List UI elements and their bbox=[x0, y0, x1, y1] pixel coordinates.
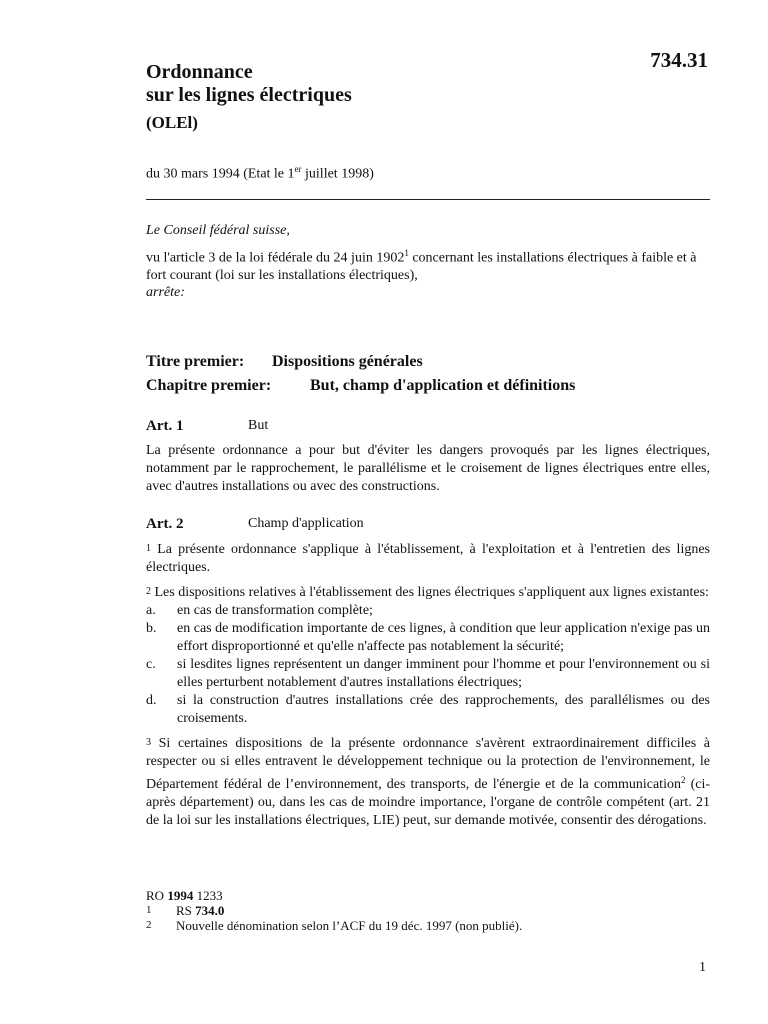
chapitre-text: But, champ d'application et définitions bbox=[310, 377, 576, 394]
chapitre-heading bbox=[146, 374, 575, 398]
footnote-2-text: Nouvelle dénomination selon l’ACF du 19 déc. 1997 (non publié). bbox=[176, 918, 523, 933]
footnote-2-mark: 2 bbox=[146, 919, 152, 931]
list-text: en cas de transformation complète; bbox=[177, 603, 373, 618]
list-text: si lesdites lignes représentent un danger imminent pour l'homme et pour l'environnement ou si elles perturbent notablement d'autres installations électriques; bbox=[177, 657, 710, 690]
article-2-number: Art. 2 bbox=[146, 516, 184, 532]
footnote-1-prefix: RS bbox=[176, 903, 196, 918]
titre-label: Titre premier: bbox=[146, 353, 245, 370]
preamble bbox=[146, 222, 710, 301]
list-item bbox=[146, 602, 710, 620]
footnote-1-mark: 1 bbox=[146, 904, 152, 916]
preamble-vu-part1: vu l'article 3 de la loi fédérale du 24 juin 1902 bbox=[146, 250, 405, 266]
horizontal-rule bbox=[146, 199, 710, 200]
article-1-number: Art. 1 bbox=[146, 418, 184, 434]
alinea-3-number: 3 bbox=[146, 737, 151, 748]
alinea-1-number: 1 bbox=[146, 543, 151, 554]
alinea-1-text: La présente ordonnance s'applique à l'établissement, à l'exploitation et à l'entretien des lignes électriques. bbox=[146, 542, 710, 575]
article-1-heading bbox=[146, 417, 710, 435]
ro-reference bbox=[146, 888, 522, 903]
title-line-1: Ordonnance bbox=[146, 61, 253, 83]
list-item bbox=[146, 620, 710, 656]
article-2-heading bbox=[146, 515, 710, 533]
article-2 bbox=[146, 515, 710, 830]
list-letter: c. bbox=[146, 657, 156, 672]
page-number: 1 bbox=[699, 960, 706, 975]
footnotes bbox=[146, 888, 522, 933]
footnote-ref-2[interactable]: 2 bbox=[680, 775, 686, 785]
footnote-2 bbox=[146, 918, 522, 933]
alinea-3-text-part1: Si certaines dispositions de la présente ordonnance s'avèrent extraordinairement difficiles à respecter ou si elles entravent le développement technique ou la protection de l'environnement, le Département fédéral de l’environnement, des transports, de l'énergie et de la communication bbox=[146, 736, 710, 792]
list-item bbox=[146, 656, 710, 692]
article-1 bbox=[146, 417, 710, 496]
article-2-alinea-2 bbox=[146, 583, 710, 602]
preamble-vu-part2: concernant les installations électriques à faible et à fort courant (loi sur les installations électriques), bbox=[146, 250, 697, 283]
article-2-alinea-1 bbox=[146, 540, 710, 577]
title-line-2: sur les lignes électriques bbox=[146, 84, 352, 106]
alinea-2-number: 2 bbox=[146, 586, 151, 597]
footnote-1-text bbox=[176, 903, 224, 918]
date-sup: er bbox=[294, 164, 302, 174]
list-letter: a. bbox=[146, 603, 156, 618]
alinea-2-list bbox=[146, 602, 710, 728]
section-headings bbox=[146, 350, 575, 398]
ro-year: 1994 bbox=[167, 888, 194, 903]
list-letter: d. bbox=[146, 693, 157, 708]
alinea-2-text: Les dispositions relatives à l'établissement des lignes électriques s'appliquent aux lignes existantes: bbox=[151, 585, 709, 600]
preamble-vu bbox=[146, 245, 710, 284]
list-item bbox=[146, 692, 710, 728]
title-abbreviation: (OLEl) bbox=[146, 113, 198, 132]
list-text: en cas de modification importante de ces lignes, à condition que leur application n'exige pas un effort disproportionné et qu'elle n'affecte pas notablement la sécurité; bbox=[177, 621, 710, 654]
document-title bbox=[146, 61, 352, 133]
date-line bbox=[146, 164, 374, 183]
footnote-1-ref[interactable]: 734.0 bbox=[195, 903, 225, 918]
ro-prefix: RO bbox=[146, 888, 168, 903]
footnote-ref-1[interactable]: 1 bbox=[404, 248, 409, 258]
article-1-text: La présente ordonnance a pour but d'éviter les dangers provoqués par les lignes électriques, notamment par le rapprochement, le parallélisme et le croisement de lignes électriques entre elles, avec d'autres installations ou avec des constructions. bbox=[146, 443, 710, 494]
preamble-decision: arrête: bbox=[146, 284, 185, 300]
article-2-alinea-3 bbox=[146, 734, 710, 830]
list-text: si la construction d'autres installations crée des rapprochements, des parallélismes ou des croisements. bbox=[177, 693, 710, 726]
preamble-authority: Le Conseil fédéral suisse, bbox=[146, 223, 290, 238]
titre-text: Dispositions générales bbox=[272, 353, 423, 370]
titre-heading bbox=[146, 350, 575, 374]
ro-page: 1233 bbox=[193, 888, 223, 903]
article-2-title: Champ d'application bbox=[248, 516, 364, 531]
alinea-3-text-part2: (ci-après département) ou, dans les cas de moindre importance, l'organe de contrôle compétent (art. 21 de la loi sur les installations électriques, LIE) peut, sur demande motivée, consentir des dérogations. bbox=[146, 777, 710, 828]
rs-number: 734.31 bbox=[650, 48, 708, 72]
article-1-title: But bbox=[248, 418, 269, 433]
footnote-1 bbox=[146, 903, 522, 918]
list-letter: b. bbox=[146, 621, 157, 636]
date-suffix: juillet 1998) bbox=[301, 166, 374, 182]
chapitre-label: Chapitre premier: bbox=[146, 377, 272, 394]
date-prefix: du 30 mars 1994 (Etat le 1 bbox=[146, 166, 295, 182]
